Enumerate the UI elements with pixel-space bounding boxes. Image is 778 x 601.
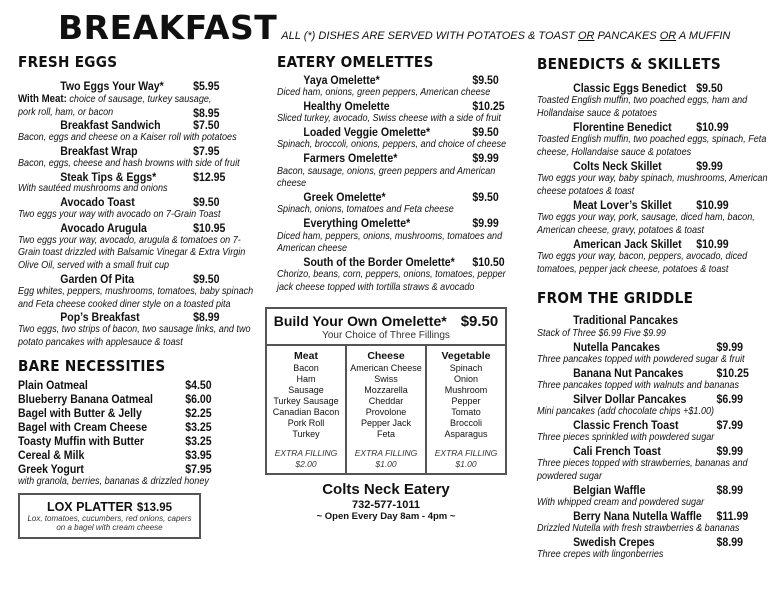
item-name: American Jack Skillet: [573, 236, 682, 251]
item-description: Two eggs, two strips of bacon, two sausage links, and two potato pancakes with applesauce & toast: [18, 324, 251, 348]
byo-column-heading: Vegetable: [441, 350, 491, 363]
column-left: [18, 52, 258, 539]
column-middle: [272, 52, 509, 523]
item-description: Diced ham, onions, green peppers, American cheese: [277, 87, 491, 99]
section-title-benedicts: BENEDICTS & SKILLETS: [537, 55, 721, 73]
menu-item: [537, 445, 773, 458]
item-price: $7.95: [193, 143, 220, 158]
menu-item: [537, 314, 773, 327]
item-price: $9.50: [193, 271, 220, 286]
item-description: Three pieces sprinkled with powdered sugar: [537, 432, 715, 444]
item-price: $3.25: [185, 419, 212, 434]
item-description: Toasted English muffin, two poached eggs, ham and Hollandaise sauce & potatoes: [537, 95, 748, 120]
section-title-fresh-eggs: FRESH EGGS: [18, 53, 118, 71]
item-name: Everything Omelette*: [303, 216, 411, 231]
item-price: $11.99: [716, 508, 749, 523]
item-name: Bagel with Cream Cheese: [18, 419, 148, 434]
menu-item: [18, 171, 258, 184]
item-name: Breakfast Sandwich: [60, 118, 161, 133]
extra-price: $1.00: [455, 458, 477, 469]
item-price: $9.99: [472, 216, 499, 231]
item-description: Two eggs your way with avocado on 7-Grain Toast: [18, 208, 221, 220]
item-price: $8.99: [193, 310, 220, 325]
subtitle-part: PANCAKES: [594, 30, 660, 42]
item-description: Three pancakes topped with walnuts and bananas: [537, 379, 740, 391]
byo-filling: Pepper Jack: [360, 418, 412, 429]
byo-extra-filling: [347, 448, 425, 469]
item-description: Two eggs your way, bacon, peppers, avocado, diced tomatoes, pepper jack cheese, potatoes & toast: [537, 250, 748, 275]
item-name: Breakfast Wrap: [60, 143, 138, 158]
meat-label: With Meat:: [18, 92, 67, 105]
item-price: $2.25: [185, 405, 212, 420]
item-name: Florentine Benedict: [573, 119, 672, 134]
byo-filling: Tomato: [451, 407, 481, 418]
menu-item: [537, 82, 773, 95]
menu-item: [18, 311, 258, 324]
item-price: $9.50: [472, 73, 499, 87]
extra-price: $2.00: [295, 458, 317, 469]
item-price: $10.95: [193, 220, 226, 235]
item-name: Meat Lover’s Skillet: [573, 197, 672, 212]
byo-filling: Provolone: [365, 407, 407, 418]
item-price: $3.95: [185, 447, 212, 462]
byo-filling: Broccoli: [449, 418, 482, 429]
item-price: $9.99: [716, 443, 743, 458]
item-name: Avocado Arugula: [60, 220, 147, 235]
extra-label: EXTRA FILLING: [274, 448, 338, 459]
subtitle-or: OR: [577, 30, 595, 42]
lox-desc: on a bagel with cream cheese: [56, 523, 163, 533]
section-title-omelettes: EATERY OMELETTES: [277, 53, 434, 71]
item-description: Stack of Three $6.99 Five $9.99: [537, 327, 666, 339]
restaurant-phone[interactable]: 732-577-1011: [352, 499, 420, 512]
bare-item: [18, 420, 258, 434]
item-description: [18, 93, 258, 107]
byo-extra-filling: [267, 448, 345, 469]
menu-item: [277, 100, 509, 113]
item-price: $5.95: [193, 79, 220, 93]
item-name: Toasty Muffin with Butter: [18, 433, 144, 448]
menu-title: BREAKFAST: [58, 8, 278, 47]
extra-label: EXTRA FILLING: [354, 448, 418, 459]
item-price: $10.99: [696, 236, 729, 251]
item-price: $7.95: [185, 461, 212, 476]
item-description: Drizzled Nutella with fresh strawberries & bananas: [537, 523, 740, 535]
subtitle-part: ALL (*) DISHES ARE SERVED WITH POTATOES & TOAST: [281, 30, 578, 42]
item-name: Greek Omelette*: [303, 190, 386, 205]
item-description: Two eggs your way, avocado, arugula & tomatoes on 7-Grain toast drizzled with Balsamic Vinegar & Extra Virgin Olive Oil, served with a small fruit cup: [18, 234, 246, 272]
byo-column-meat: [267, 346, 345, 473]
column-right: [537, 54, 773, 562]
menu-item: [537, 484, 773, 497]
byo-filling: Asparagus: [444, 429, 488, 440]
item-name: Garden Of Pita: [60, 271, 135, 286]
menu-item: [277, 191, 509, 204]
bare-item: [18, 434, 258, 448]
byo-filling: Swiss: [374, 374, 398, 385]
byo-column-cheese: [345, 346, 425, 473]
item-price: $10.99: [696, 119, 729, 134]
menu-item: [537, 419, 773, 432]
byo-filling: Pork Roll: [287, 418, 325, 429]
item-description: Three pieces topped with strawberries, bananas and powdered sugar: [537, 458, 748, 483]
bare-item: [18, 378, 258, 392]
item-description: Three pancakes topped with powdered sugar & fruit: [537, 353, 745, 365]
byo-filling: Onion: [453, 374, 479, 385]
byo-filling: Bacon: [293, 363, 319, 374]
item-price: $9.50: [193, 195, 220, 210]
menu-item: [18, 119, 258, 132]
byo-filling: Cheddar: [368, 396, 404, 407]
item-description: Diced ham, peppers, onions, mushrooms, tomatoes and American cheese: [277, 230, 503, 255]
item-name: Silver Dollar Pancakes: [573, 391, 687, 406]
byo-filling: Turkey Sausage: [273, 396, 339, 407]
lox-desc: Lox, tomatoes, cucumbers, red onions, capers: [27, 513, 192, 523]
item-price: $10.99: [696, 197, 729, 212]
item-name: Belgian Waffle: [573, 482, 646, 497]
item-price: $9.50: [472, 190, 499, 205]
item-description: Chorizo, beans, corn, peppers, onions, tomatoes, pepper jack cheese topped with tortilla straws & avocado: [277, 269, 506, 294]
item-price: $6.99: [716, 391, 743, 406]
menu-item: [537, 367, 773, 380]
item-description: Bacon, eggs and cheese on a Kaiser roll with potatoes: [18, 132, 237, 144]
item-name: Two Eggs Your Way*: [60, 79, 164, 93]
menu-item: [537, 199, 773, 212]
byo-filling: Spinach: [449, 363, 483, 374]
menu-item: [18, 196, 258, 209]
item-name: Banana Nut Pancakes: [573, 365, 684, 380]
item-description: Bacon, sausage, onions, green peppers and American cheese: [277, 165, 496, 190]
item-price: $9.99: [716, 339, 743, 354]
item-price: $10.50: [472, 255, 505, 270]
menu-item: [18, 145, 258, 158]
menu-item: [537, 341, 773, 354]
menu-item: [18, 222, 258, 235]
item-name: Greek Yogurt: [18, 461, 84, 476]
byo-price: $9.50: [460, 313, 499, 331]
menu-item: [277, 152, 509, 165]
item-description: Bacon, eggs, cheese and hash browns with side of fruit: [18, 157, 240, 169]
item-name: Bagel with Butter & Jelly: [18, 405, 142, 420]
item-price: $8.99: [716, 482, 743, 497]
item-name: South of the Border Omelette*: [303, 255, 455, 270]
item-name: Berry Nana Nutella Waffle: [573, 508, 702, 523]
item-description: Egg whites, peppers, mushrooms, tomatoes, baby spinach and Feta cheese cooked diner style on a toasted pita: [18, 285, 254, 310]
item-price: $8.99: [716, 535, 743, 549]
bare-item: [18, 392, 258, 406]
item-name: Steak Tips & Eggs*: [60, 169, 157, 184]
item-description: Three crepes with lingonberries: [537, 549, 664, 561]
item-name: Yaya Omelette*: [303, 73, 380, 87]
item-description: Spinach, onions, tomatoes and Feta cheese: [277, 204, 454, 216]
byo-filling: American Cheese: [350, 363, 422, 374]
byo-filling: Sausage: [288, 385, 324, 396]
menu-item: [277, 256, 509, 269]
item-name: Blueberry Banana Oatmeal: [18, 391, 153, 406]
item-name: Traditional Pancakes: [573, 313, 679, 328]
item-name: Plain Oatmeal: [18, 377, 88, 392]
item-name: Cali French Toast: [573, 443, 661, 458]
item-description: Spinach, broccoli, onions, peppers, and choice of cheese: [277, 139, 507, 151]
item-name: Pop’s Breakfast: [60, 310, 140, 325]
meat-choices: pork roll, ham, or bacon: [18, 106, 114, 118]
menu-item: [277, 74, 509, 87]
byo-filling: Ham: [296, 374, 316, 385]
byo-filling: Mozzarella: [364, 385, 408, 396]
item-price: $10.25: [472, 99, 505, 114]
item-price: $8.95: [193, 105, 220, 120]
subtitle-part: A MUFFIN: [676, 30, 731, 42]
menu-item: [537, 536, 773, 549]
item-description: With sautéed mushrooms and onions: [18, 183, 168, 195]
byo-filling: Canadian Bacon: [272, 407, 340, 418]
item-description: Mini pancakes (add chocolate chips +$1.00): [537, 406, 715, 418]
extra-price: $1.00: [375, 458, 397, 469]
item-name: Farmers Omelette*: [303, 151, 398, 166]
item-price: $12.95: [193, 169, 226, 184]
menu-item: [537, 393, 773, 406]
byo-filling: Pepper: [451, 396, 481, 407]
menu-item: [18, 80, 258, 93]
byo-column-vegetable: [425, 346, 505, 473]
restaurant-footer: [265, 481, 507, 522]
menu-subtitle: [281, 30, 730, 42]
restaurant-hours: ~ Open Every Day 8am - 4pm ~: [316, 511, 456, 523]
item-price: $3.25: [185, 433, 212, 448]
byo-title: Build Your Own Omelette*: [273, 313, 447, 330]
bare-item: [18, 462, 258, 476]
item-price: $9.50: [472, 125, 499, 140]
build-your-own-omelette-box: [265, 307, 507, 475]
item-name: Colts Neck Skillet: [573, 158, 662, 173]
item-name: Swedish Crepes: [573, 535, 655, 549]
item-name: Avocado Toast: [60, 195, 135, 210]
meat-choices: choice of sausage, turkey sausage,: [69, 93, 212, 105]
item-price: $4.50: [185, 377, 212, 392]
menu-item: [277, 126, 509, 139]
lox-platter-box: [18, 493, 201, 539]
extra-label: EXTRA FILLING: [434, 448, 498, 459]
byo-column-heading: Cheese: [367, 350, 405, 363]
item-name: Loaded Veggie Omelette*: [303, 125, 431, 140]
byo-column-heading: Meat: [294, 350, 318, 363]
item-price: $10.25: [716, 365, 749, 380]
item-price: $7.99: [716, 417, 743, 432]
item-name: Cereal & Milk: [18, 447, 85, 462]
menu-item: [537, 510, 773, 523]
item-name: Nutella Pancakes: [573, 339, 660, 354]
item-price: $6.00: [185, 391, 212, 406]
lox-price: $13.95: [136, 501, 173, 514]
byo-subtitle: Your Choice of Three Fillings: [322, 330, 450, 342]
item-price: $9.99: [696, 158, 723, 173]
item-description: Sliced turkey, avocado, Swiss cheese with a side of fruit: [277, 113, 501, 125]
subtitle-or: OR: [659, 30, 677, 42]
section-title-bare-necessities: BARE NECESSITIES: [18, 356, 166, 375]
item-name: Classic Eggs Benedict: [573, 81, 687, 95]
item-price: $9.99: [472, 151, 499, 166]
item-description: Two eggs your way, pork, sausage, diced ham, bacon, American cheese, gravy, potatoes & toast: [537, 211, 755, 236]
item-description: Two eggs your way, baby spinach, mushrooms, American cheese potatoes & toast: [537, 173, 768, 197]
restaurant-name: Colts Neck Eatery: [322, 481, 450, 499]
item-name: Healthy Omelette: [303, 99, 390, 114]
bare-item: [18, 406, 258, 420]
greek-yogurt-note: with granola, berries, bananas & drizzled honey: [18, 475, 209, 487]
byo-filling: Feta: [376, 429, 395, 440]
item-description: With whipped cream and powdered sugar: [537, 497, 705, 509]
menu-item: [537, 238, 773, 251]
item-price: $9.50: [696, 81, 723, 95]
item-price: $7.50: [193, 118, 220, 133]
item-name: Classic French Toast: [573, 417, 679, 432]
byo-extra-filling: [427, 448, 505, 469]
bare-item: [18, 448, 258, 462]
byo-filling: Turkey: [292, 429, 320, 440]
menu-item: [537, 121, 773, 134]
lox-title: LOX PLATTER: [46, 499, 133, 514]
menu-item: [537, 160, 773, 173]
menu-item: [277, 217, 509, 230]
item-description: Toasted English muffin, two poached eggs, spinach, Feta cheese, Hollandaise sauce & potatoes: [537, 134, 767, 158]
menu-item: [18, 273, 258, 286]
menu-header: [58, 8, 730, 47]
section-title-griddle: FROM THE GRIDDLE: [537, 289, 694, 308]
byo-filling: Mushroom: [444, 385, 488, 396]
